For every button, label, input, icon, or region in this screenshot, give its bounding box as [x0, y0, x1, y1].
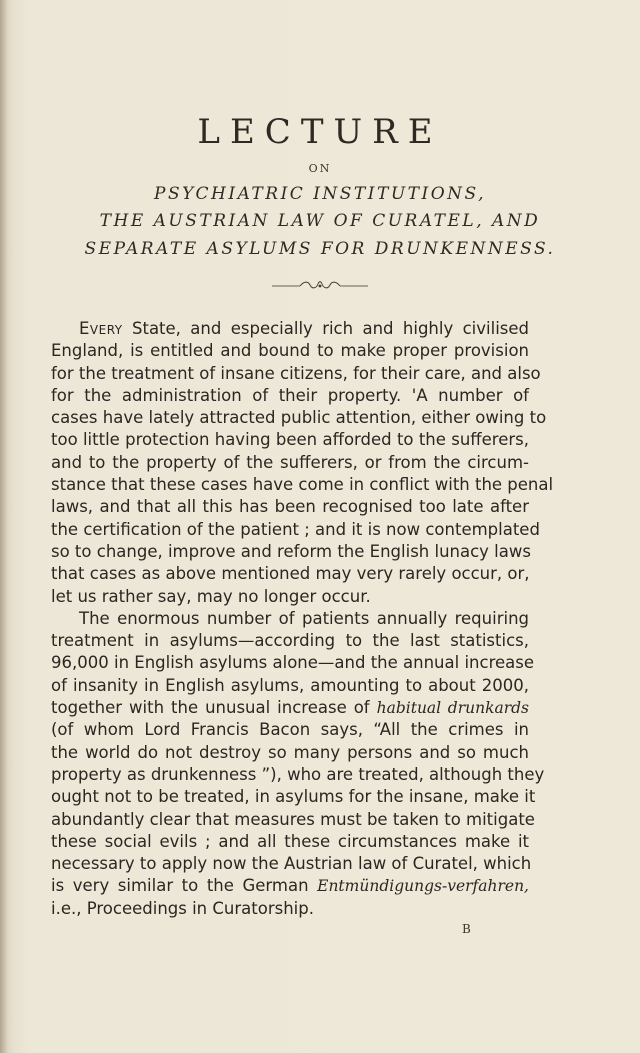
text-line: i.e., Proceedings in Curatorship.	[51, 898, 314, 918]
text-line: for the treatment of insane citizens, for their care, and also	[51, 363, 541, 383]
text-line: of insanity in English asylums, amounting to about 2000,	[51, 675, 529, 695]
text-line: these social evils ; and all these circumstances make it	[51, 831, 529, 851]
text-line: (of whom Lord Francis Bacon says, “All the crimes in	[51, 720, 529, 740]
text-segment: State, and especially rich and highly civilised	[122, 319, 529, 338]
ornament-divider	[270, 280, 370, 290]
italic-phrase: Entmündigungs-verfahren,	[317, 877, 529, 896]
signature-mark: B	[462, 922, 471, 936]
text-line: and to the property of the sufferers, or from the circum-	[51, 452, 529, 472]
subtitle-line-2: THE AUSTRIAN LAW OF CURATEL, AND	[99, 211, 541, 231]
drop-word: Every	[79, 319, 123, 338]
lecture-title: LECTURE	[197, 112, 443, 152]
text-line: treatment in asylums—according to the last statistics,	[51, 631, 529, 651]
text-line: let us rather say, may no longer occur.	[51, 586, 371, 606]
text-line: for the administration of their property. 'A number of	[51, 385, 529, 405]
text-line	[51, 318, 529, 340]
italic-phrase: habitual drunkards	[376, 699, 530, 718]
text-line	[51, 875, 529, 897]
on-label: ON	[308, 162, 332, 175]
text-line: so to change, improve and reform the English lunacy laws	[51, 541, 531, 561]
body-text	[51, 318, 554, 920]
text-line: necessary to apply now the Austrian law of Curatel, which	[51, 854, 532, 874]
text-line: that cases as above mentioned may very rarely occur, or,	[51, 564, 530, 584]
text-line: the certification of the patient ; and it is now contemplated	[51, 519, 540, 539]
text-line: stance that these cases have come in conflict with the penal	[51, 475, 554, 495]
text-line: property as drunkenness ”), who are treated, although they	[51, 764, 545, 784]
text-line	[51, 697, 529, 719]
text-line: too little protection having been afforded to the sufferers,	[51, 430, 529, 450]
subtitle-line-1: PSYCHIATRIC INSTITUTIONS,	[154, 184, 486, 204]
binding-shadow	[0, 0, 8, 1053]
text-line: 96,000 in English asylums alone—and the annual increase	[51, 653, 534, 673]
subtitle-line-3: SEPARATE ASYLUMS FOR DRUNKENNESS.	[84, 239, 556, 259]
text-segment: is very similar to the German	[51, 876, 318, 896]
text-line: laws, and that all this has been recognised too late after	[51, 497, 529, 517]
text-line: ought not to be treated, in asylums for the insane, make it	[51, 787, 536, 807]
text-line: cases have lately attracted public attention, either owing to	[51, 408, 547, 428]
text-line: the world do not destroy so many persons and so much	[51, 742, 529, 762]
text-segment: together with the unusual increase of	[51, 698, 377, 718]
text-line: abundantly clear that measures must be taken to mitigate	[51, 809, 535, 829]
text-line: England, is entitled and bound to make proper provision	[51, 341, 529, 361]
text-line: The enormous number of patients annually requiring	[79, 608, 529, 628]
